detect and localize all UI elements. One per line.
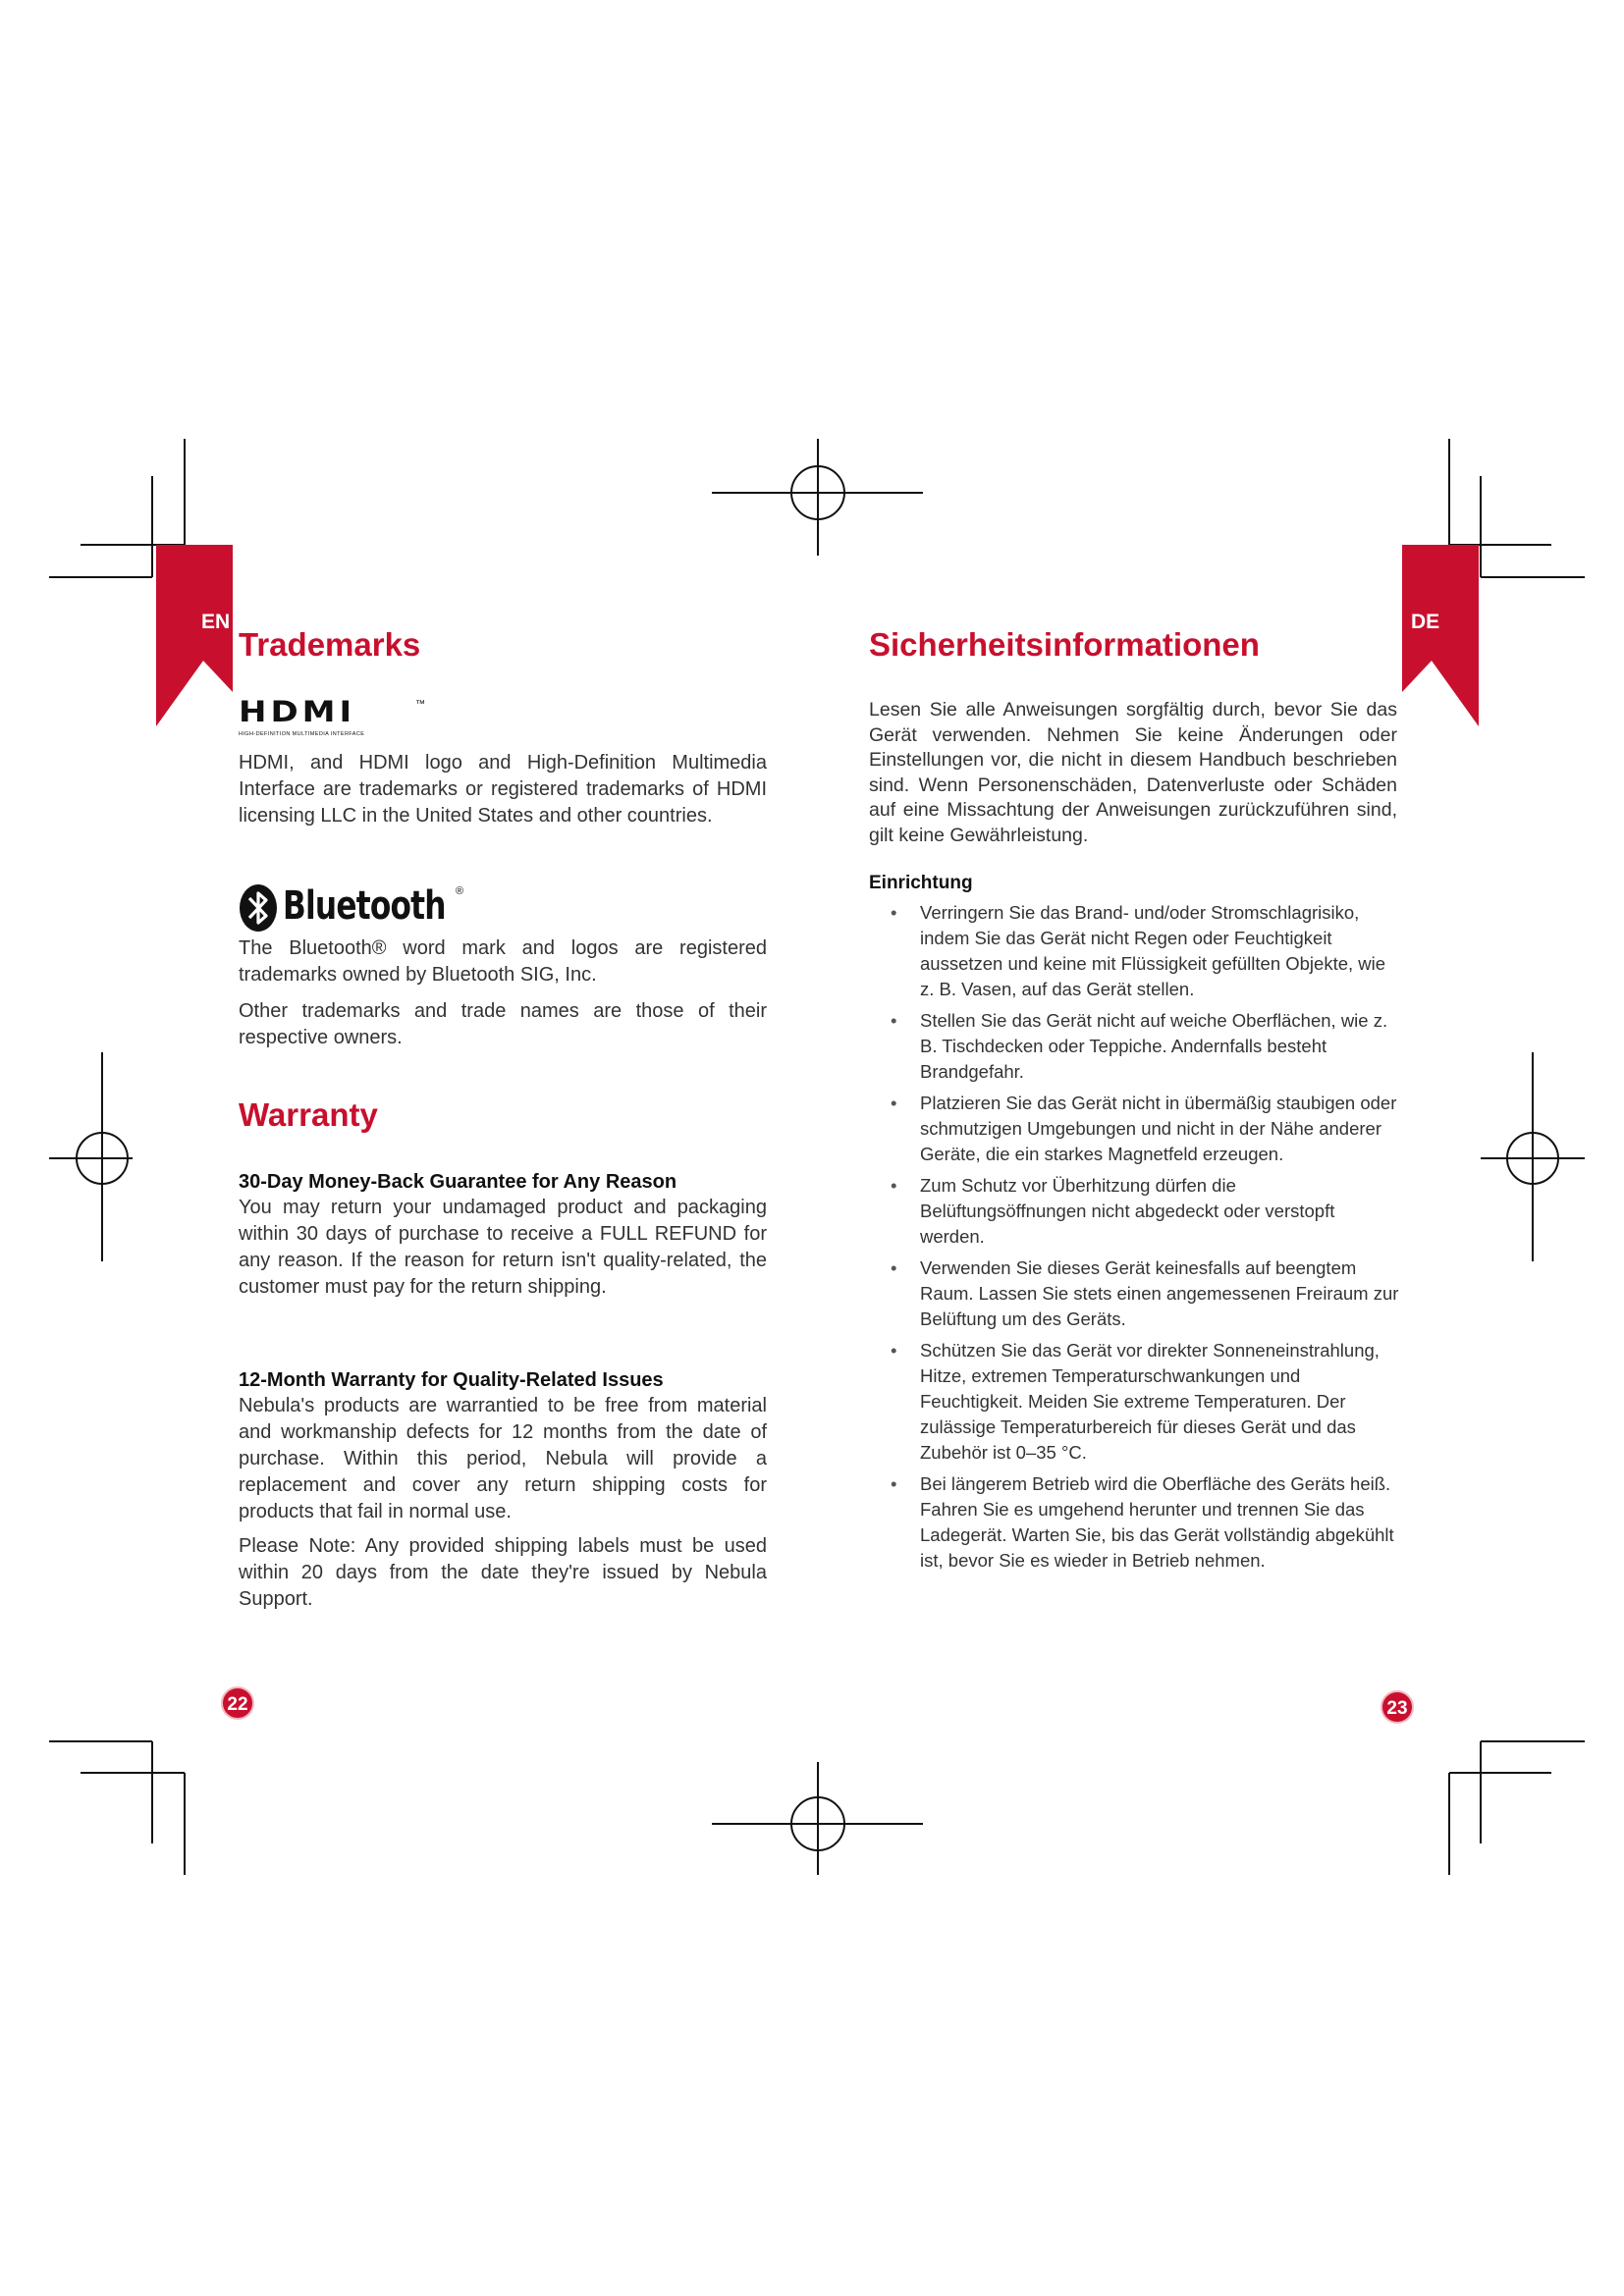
bluetooth-logo [239,881,474,934]
safety-title: Sicherheitsinformationen [869,626,1260,663]
warranty-shipping-note: Please Note: Any provided shipping labels must be used within 20 days from the date they're issued by Nebula Support. [239,1535,767,1610]
language-ribbon-de [1402,545,1479,726]
hdmi-logo-tm: ™ [415,699,425,710]
hdmi-trademark-text: HDMI, and HDMI logo and High-Definition Multimedia Interface are trademarks or registered trademarks of HDMI licensing LLC in the United States and other countries. [239,752,767,827]
hdmi-logo-tagline: HIGH-DEFINITION MULTIMEDIA INTERFACE [239,731,365,737]
bluetooth-trademark-text: The Bluetooth® word mark and logos are registered trademarks owned by Bluetooth SIG, Inc. [239,937,767,986]
language-tag-de: DE [1411,611,1440,633]
trademarks-title: Trademarks [239,626,421,663]
warranty-title: Warranty [239,1096,378,1133]
bluetooth-icon [239,883,278,933]
warranty-12-month-text: Nebula's products are warrantied to be free from material and workmanship defects for 12 months from the date of purchase. Within this period, Nebula will provide a replacement and cover any return shipping costs for products that fail in normal use. [239,1395,767,1522]
bluetooth-logo-reg: ® [456,885,464,897]
safety-bullet-list [869,900,1399,1574]
list-item: • Verwenden Sie dieses Gerät keinesfalls auf beengtem Raum. Lassen Sie stets einen angemessenen Freiraum zur Belüftung um des Geräts. [869,1255,1399,1332]
list-item: • Bei längerem Betrieb wird die Oberfläche des Geräts heiß. Fahren Sie es umgehend herunter und trennen Sie das Ladegerät. Warten Sie, bis das Gerät vollständig abgekühlt ist, bevor Sie es wieder in Betrieb nehmen. [869,1471,1399,1574]
list-item: • Verringern Sie das Brand- und/oder Stromschlagrisiko, indem Sie das Gerät nicht Regen oder Feuchtigkeit aussetzen und keine mit Flüssigkeit gefüllten Objekte, wie z. B. Vasen, auf das Gerät stellen. [869,900,1399,1002]
safety-intro-text: Lesen Sie alle Anweisungen sorgfältig durch, bevor Sie das Gerät verwenden. Nehmen Sie keine Änderungen oder Einstellungen vor, die nicht in diesem Handbuch beschrieben sind. Wenn Personenschäden, Datenverluste oder Schäden auf eine Missachtung der Anweisungen zurückzuführen sind, gilt keine Gewährleistung. [869,699,1397,846]
list-item: • Stellen Sie das Gerät nicht auf weiche Oberflächen, wie z. B. Tischdecken oder Teppiche. Andernfalls besteht Brandgefahr. [869,1008,1399,1085]
hdmi-logo-word: HDMI [239,695,356,729]
language-tag-en: EN [201,611,231,633]
warranty-money-back-text: You may return your undamaged product and packaging within 30 days of purchase to receive a FULL REFUND for any reason. If the reason for return isn't quality-related, the customer must pay for the return shipping. [239,1197,767,1298]
list-item: • Schützen Sie das Gerät vor direkter Sonneneinstrahlung, Hitze, extremen Temperaturschwankungen und Feuchtigkeit. Meiden Sie extreme Temperaturen. Der zulässige Temperaturbereich für dieses Gerät und das Zubehör ist 0–35 °C. [869,1338,1399,1466]
setup-heading: Einrichtung [869,873,973,893]
other-trademarks-text: Other trademarks and trade names are those of their respective owners. [239,1000,767,1048]
bluetooth-logo-word: Bluetooth [283,883,446,929]
list-item: • Platzieren Sie das Gerät nicht in übermäßig staubigen oder schmutzigen Umgebungen und nicht in der Nähe anderer Geräte, die ein starkes Magnetfeld erzeugen. [869,1091,1399,1167]
warranty-heading-money-back: 30-Day Money-Back Guarantee for Any Reason [239,1171,677,1193]
warranty-heading-12-month: 12-Month Warranty for Quality-Related Issues [239,1369,664,1391]
page-number-left: 22 [221,1686,254,1720]
language-ribbon-en [156,545,233,726]
page-number-right: 23 [1380,1690,1414,1724]
hdmi-logo [239,695,435,742]
list-item: • Zum Schutz vor Überhitzung dürfen die Belüftungsöffnungen nicht abgedeckt oder verstopft werden. [869,1173,1399,1250]
